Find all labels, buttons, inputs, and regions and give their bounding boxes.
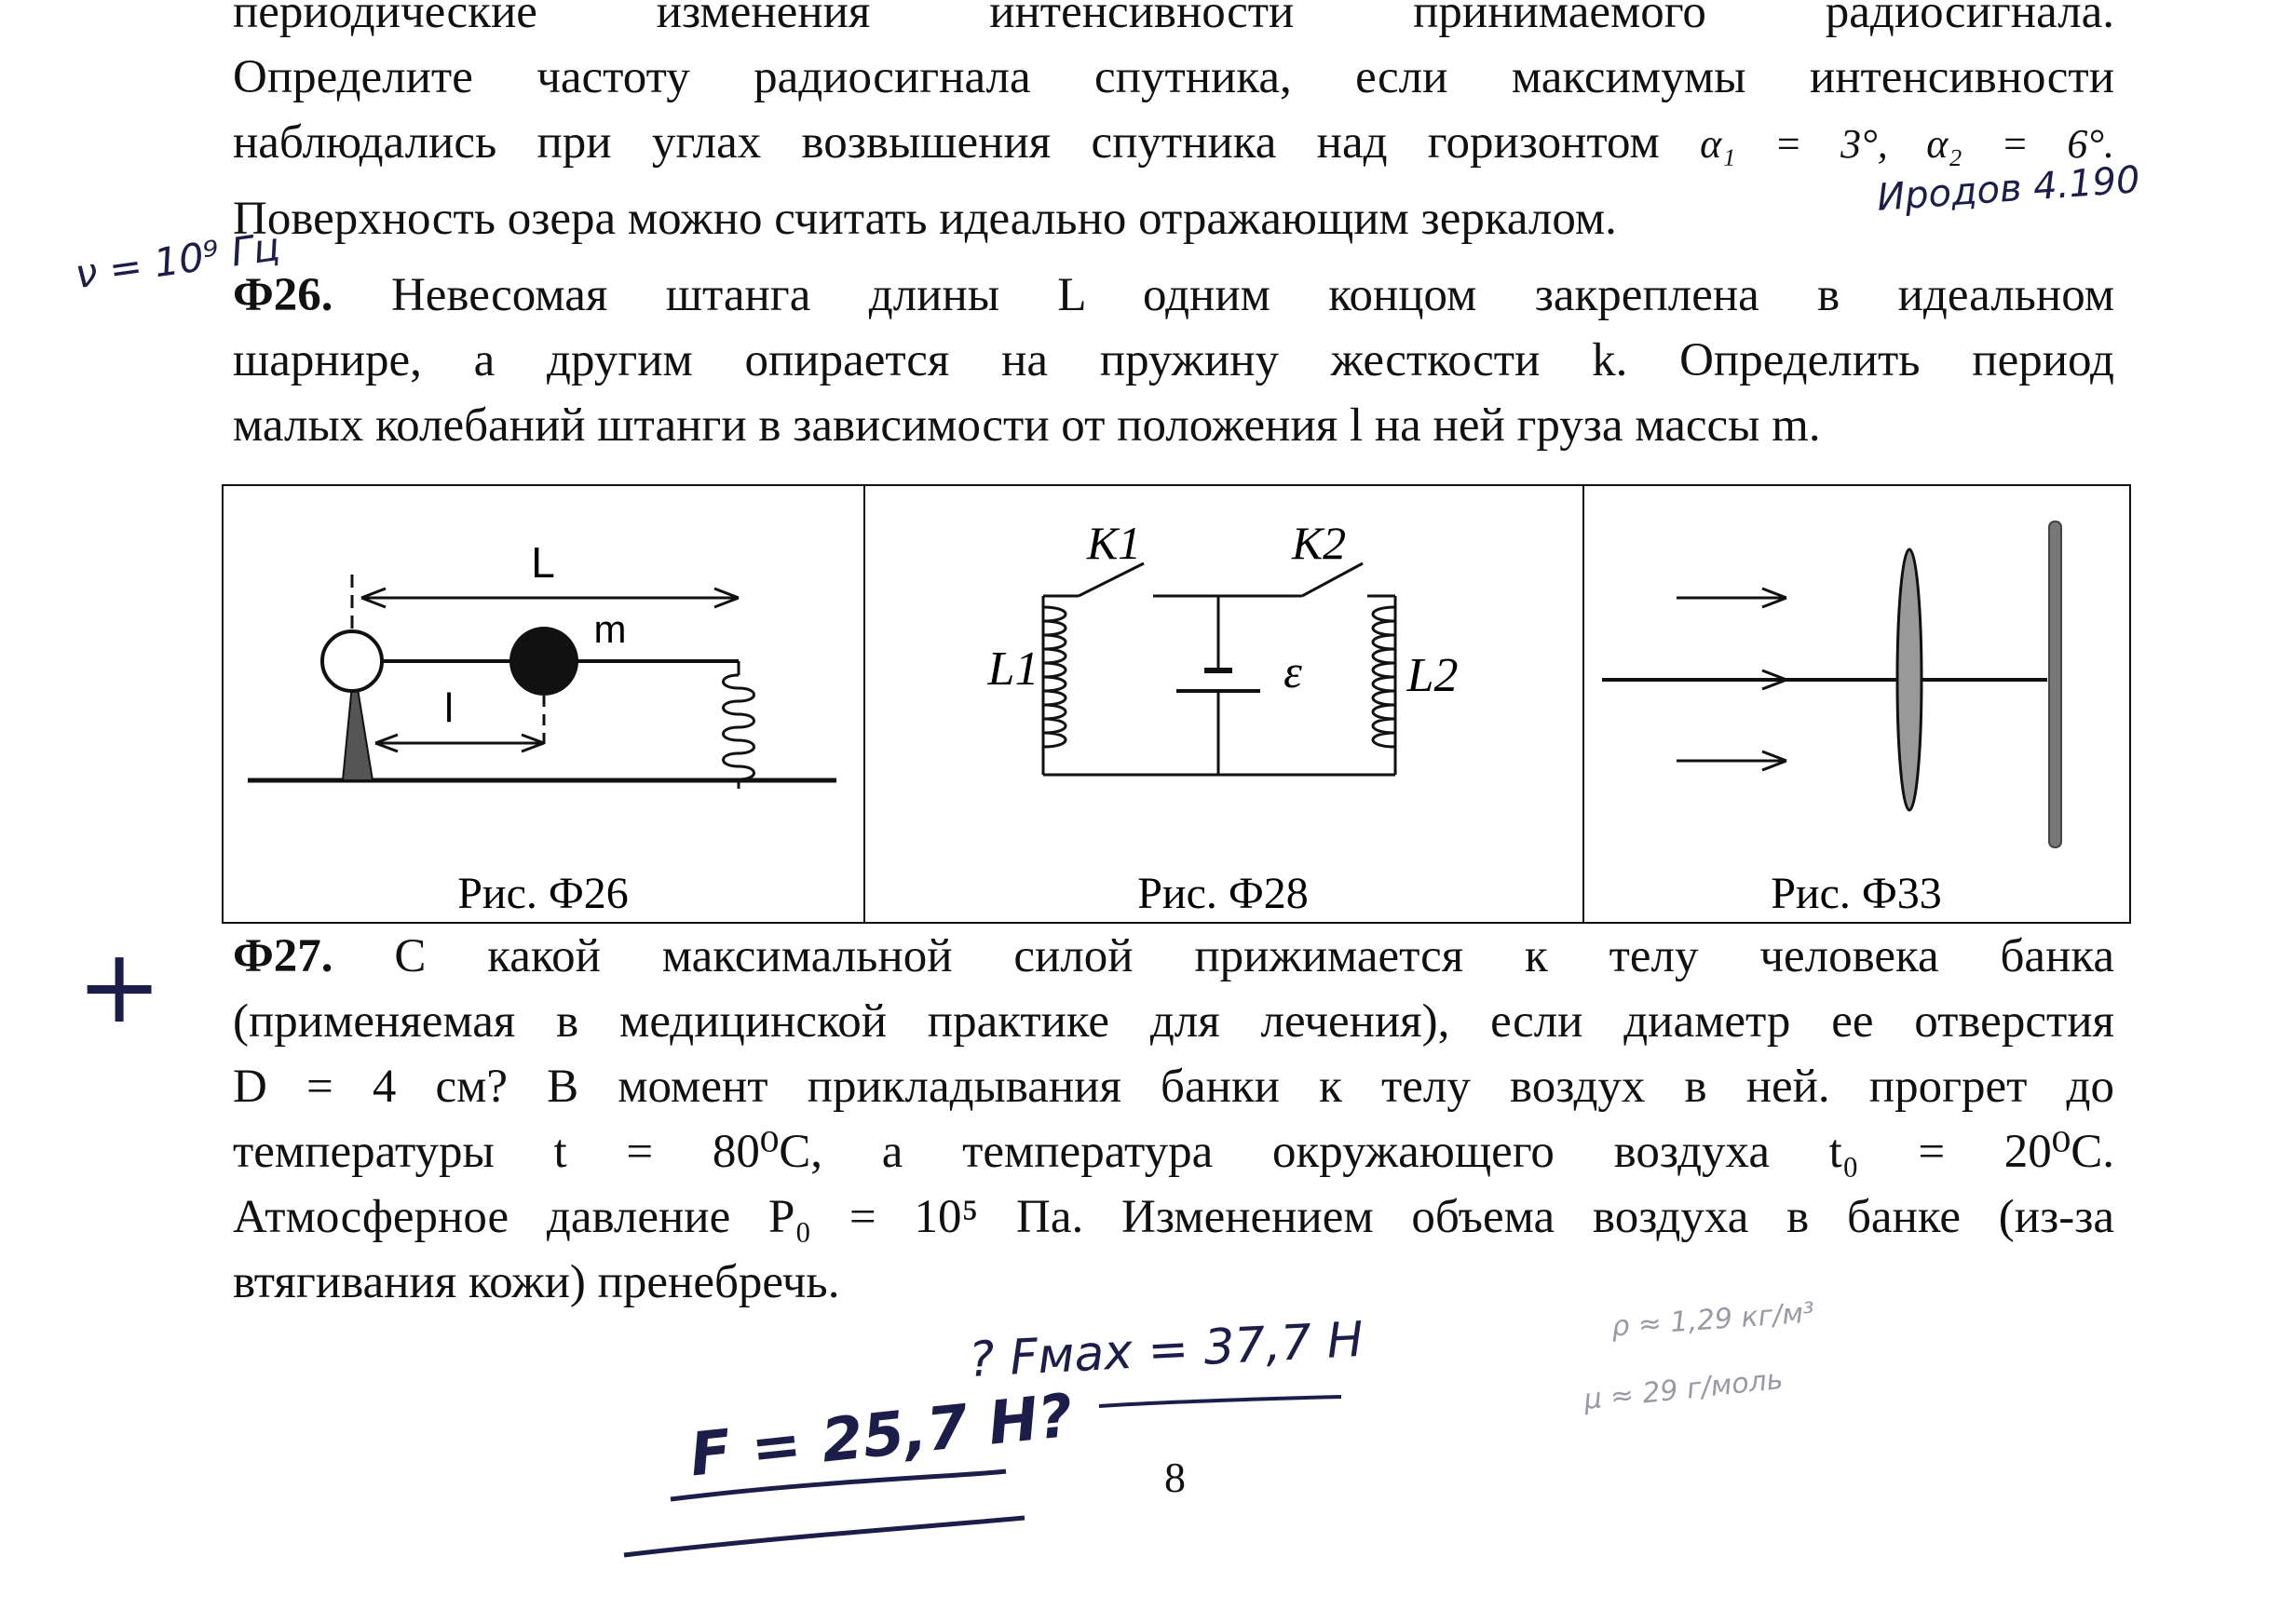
- handwritten-underlines: [615, 1378, 1360, 1574]
- figures-panel: [222, 484, 2131, 924]
- figure-f28: [987, 517, 1459, 918]
- page-number: 8: [1164, 1454, 1186, 1501]
- handwritten-plus-mark: +: [76, 927, 163, 1046]
- f33-screen: [2049, 521, 2061, 847]
- f28-inductor-L2: [1373, 607, 1395, 747]
- f26-spring: [724, 675, 754, 789]
- f27-number: Ф27.: [233, 930, 333, 982]
- f26-label-m: m: [593, 607, 627, 651]
- f33-caption: Рис. Ф33: [1771, 869, 1942, 918]
- handwritten-note-fmax: ? Fмах = 37,7 Н: [967, 1311, 1365, 1389]
- f27-line-1: [233, 924, 2114, 989]
- f26-line-3: малых колебаний штанги в зависимости от положения l на ней груза массы m.: [233, 399, 1821, 452]
- f26-line-1-text: Невесомая штанга длины L одним концом закреплена в идеальном: [390, 269, 2115, 321]
- f25-angles-formula: α₁ = 3°, α₂ = 6°.: [1700, 121, 2114, 167]
- figure-f33: [1602, 521, 2061, 918]
- figure-f26: [248, 538, 836, 918]
- f26-number: Ф26.: [233, 269, 333, 321]
- f27-line-4: температуры t = 80⁰C, а температура окружающего воздуха t₀ = 20⁰C.: [233, 1126, 2114, 1178]
- underline-answer-1: [671, 1471, 1006, 1499]
- f28-label-K1: K1: [1086, 517, 1142, 569]
- underline-answer-2: [624, 1518, 1025, 1555]
- handwritten-answer: F = 25,7 Н?: [686, 1381, 1077, 1491]
- f25-line-4: Поверхность озера можно считать идеально отражающим зеркалом.: [233, 193, 1617, 245]
- f26-line-1: [233, 263, 2114, 328]
- f28-label-L2: L2: [1406, 649, 1459, 702]
- f26-line-2: шарнире, а другим опирается на пружину жесткости k. Определить период: [233, 334, 2114, 386]
- f27-line-1-text: С какой максимальной силой прижимается к телу человека банка: [394, 930, 2114, 982]
- f25-line-1: периодические изменения интенсивности принимаемого радиосигнала.: [233, 0, 2114, 38]
- pencil-note-molar-mass: μ ≈ 29 г/моль: [1582, 1362, 1785, 1417]
- f27-line-5: Атмосферное давление P₀ = 10⁵ Па. Изменением объема воздуха в банке (из-за: [233, 1191, 2114, 1243]
- handwritten-note-reference: Иродов 4.190: [1875, 158, 2141, 220]
- f28-label-emf: ε: [1283, 645, 1302, 697]
- problem-f27-text: [233, 924, 2114, 1315]
- f26-mass: [509, 627, 578, 696]
- problem-f26-text: [233, 263, 2114, 458]
- f27-line-6: втягивания кожи) пренебречь.: [233, 1256, 840, 1308]
- f33-lens: [1897, 549, 1922, 810]
- f28-inductor-L1: [1043, 607, 1066, 747]
- f26-label-l: l: [444, 685, 454, 731]
- f28-label-L1: L1: [987, 643, 1039, 696]
- problem-f25-text: [233, 0, 2114, 251]
- f25-line-3-text: наблюдались при углах возвышения спутника над горизонтом: [233, 116, 1660, 169]
- f28-caption: Рис. Ф28: [1137, 869, 1309, 918]
- f26-label-L: L: [531, 538, 555, 587]
- f27-line-2: (применяемая в медицинской практике для лечения), если диаметр ее отверстия: [233, 995, 2114, 1048]
- f25-line-3: [233, 110, 2114, 177]
- f25-line-2: Определите частоту радиосигнала спутника, если максимумы интенсивности: [233, 51, 2114, 103]
- f27-line-3: D = 4 см? В момент прикладывания банки к телу воздух в ней. прогрет до: [233, 1061, 2114, 1113]
- f26-hinge-circle: [322, 631, 382, 691]
- f26-caption: Рис. Ф26: [457, 869, 629, 918]
- handwritten-note-frequency: ν = 10⁹ Гц: [72, 223, 283, 298]
- figures-border: [223, 485, 2130, 923]
- f28-label-K2: K2: [1291, 517, 1347, 569]
- pencil-note-density: ρ ≈ 1,29 кг/м³: [1610, 1296, 1816, 1344]
- underline-fmax: [1099, 1397, 1341, 1406]
